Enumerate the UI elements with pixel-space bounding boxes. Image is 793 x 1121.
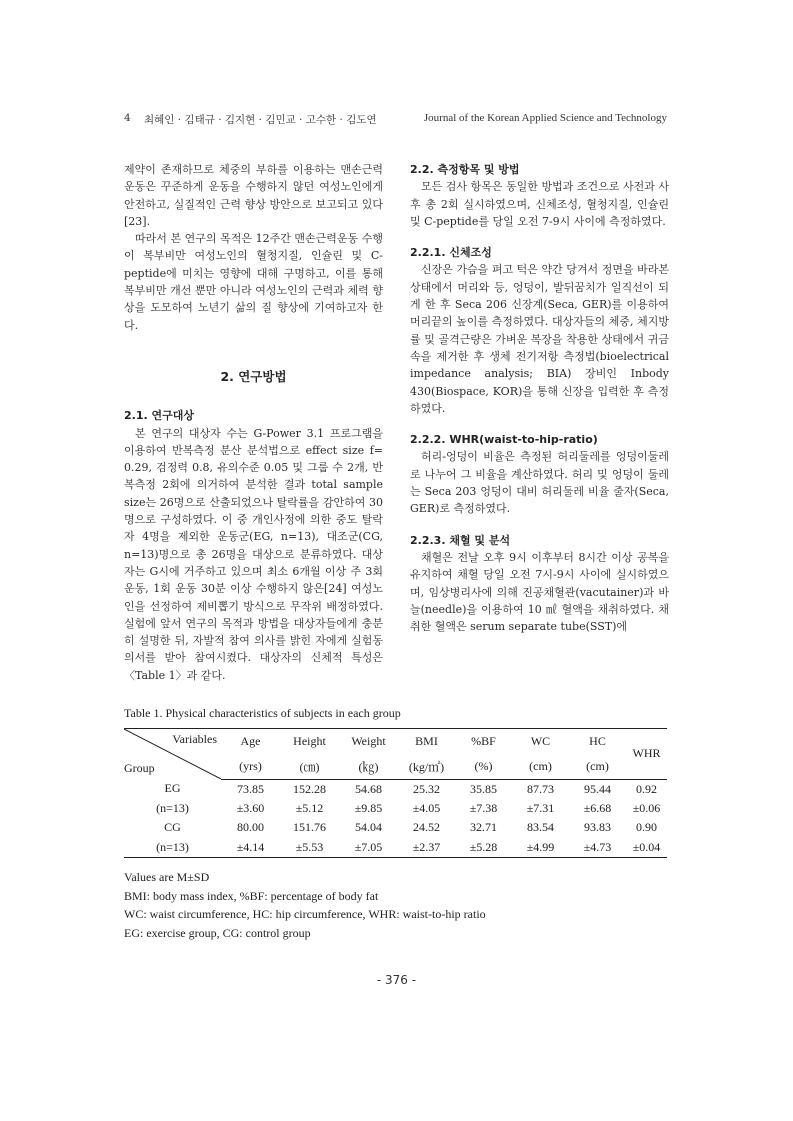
subsection-title-whr: 2.2.2. WHR(waist-to-hip-ratio) <box>410 433 598 447</box>
value-cell: ±4.14 <box>221 838 280 858</box>
col-header-whr: WHR <box>626 729 667 780</box>
subsection-title-body-composition: 2.2.1. 신체조성 <box>410 246 492 260</box>
body-composition-paragraph: 신장은 가슴을 펴고 턱은 약간 당겨서 정면을 바라본 상태에서 머리와 등, 엉덩이, 발뒤꿈치가 일직선이 되게 한 후 Seca 206 신장계(Seca, GER)를 이용하여 머리끝의 높이를 측정하였다. 대상자들의 체중, 체지방률 및 골격근량은 가벼운 복장을 착용한 상태에서 귀금속을 제거한 후 생체 전기저항 측정법(bioelectrical impedance analysis; BIA) 장비인 Inbody 430(Biospace, KOR)을 통해 신장을 입력한 후 측정하였다. <box>410 263 669 415</box>
table-caption: Table 1. Physical characteristics of subjects in each group <box>124 706 401 720</box>
value-cell: 54.68 <box>355 781 382 796</box>
journal-name: Journal of the Korean Applied Science and Technology <box>423 112 667 124</box>
intro-paragraph-end: 제약이 존재하므로 체중의 부하를 이용하는 맨손근력운동은 꾸준하게 운동을 수행하지 않던 여성노인에게 안전하고, 실질적인 근력 향상 방안으로 보고되고 있다[23]. <box>124 163 383 228</box>
col-header-bmi: BMI <box>398 729 455 754</box>
blood-sampling-paragraph: 채혈은 전날 오후 9시 이후부터 8시간 이상 공복을 유지하여 채혈 당일 오전 7시-9시 사이에 실시하였으며, 임상병리사에 의해 진공채혈관(vacutainer)과 바늘(needle)을 이용하여 10 ㎖ 혈액을 채취하였다. 채취한 혈액은 serum separate tube(SST)에 <box>410 550 669 634</box>
col-header-height: Height <box>280 729 339 754</box>
col-header-wc: WC <box>512 729 569 754</box>
value-cell: ±0.04 <box>626 838 667 858</box>
group-cell: (n=13) <box>156 800 189 815</box>
col-unit-weight: (㎏) <box>339 754 398 779</box>
col-unit-bf: (%) <box>455 754 512 779</box>
value-cell: 35.85 <box>470 781 497 796</box>
group-cell: CG <box>164 820 181 835</box>
col-header-weight: Weight <box>339 729 398 754</box>
note-line: BMI: body mass index, %BF: percentage of body fat <box>124 888 379 903</box>
value-cell: ±6.68 <box>583 800 612 815</box>
subsection-title-measurements: 2.2. 측정항목 및 방법 <box>410 163 520 176</box>
value-cell: 93.83 <box>584 820 611 835</box>
value-cell: ±5.28 <box>455 838 512 858</box>
physical-characteristics-table <box>124 728 667 858</box>
value-cell: ±9.85 <box>354 800 383 815</box>
section-title-methods: 2. 연구방법 <box>220 368 287 384</box>
value-cell: 83.54 <box>527 820 554 835</box>
measurements-paragraph: 모든 검사 항목은 동일한 방법과 조건으로 사전과 사후 총 2회 실시하였으며, 신체조성, 혈청지질, 인슐린 및 C-peptide를 당일 오전 7-9시 사이에 측정하였다. <box>410 180 669 228</box>
group-cell: EG <box>164 781 181 796</box>
value-cell: 87.73 <box>527 781 554 796</box>
col-unit-age: (yrs) <box>221 754 280 779</box>
value-cell: 54.04 <box>355 820 382 835</box>
col-unit-bmi: (kg/㎡) <box>398 754 455 779</box>
table-row <box>124 779 667 799</box>
value-cell: 151.76 <box>293 820 326 835</box>
col-unit-height: (㎝) <box>280 754 339 779</box>
value-cell: ±7.38 <box>469 800 498 815</box>
value-cell: 0.90 <box>636 820 657 835</box>
note-line: Values are M±SD <box>124 870 210 884</box>
subsection-title-blood-sampling: 2.2.3. 채혈 및 분석 <box>410 533 511 547</box>
table-row <box>124 799 667 819</box>
table-row <box>124 838 667 858</box>
value-cell: ±4.05 <box>412 800 441 815</box>
value-cell: ±4.73 <box>569 838 626 858</box>
corner-variables-label: Variables <box>172 732 217 746</box>
page-footer-number: - 376 - <box>376 973 417 987</box>
value-cell: ±5.12 <box>295 800 324 815</box>
value-cell: 95.44 <box>584 781 611 796</box>
col-unit-hc: (cm) <box>569 754 626 779</box>
value-cell: 24.52 <box>413 820 440 835</box>
col-header-bf: %BF <box>455 729 512 754</box>
value-cell: ±0.06 <box>632 800 661 815</box>
table-notes <box>124 868 486 942</box>
subsection-title-subjects: 2.1. 연구대상 <box>124 409 194 423</box>
study-purpose-paragraph: 따라서 본 연구의 목적은 12주간 맨손근력운동 수행이 복부비만 여성노인의 혈청지질, 인슐린 및 C-peptide에 미치는 영향에 대해 구명하고, 이를 통해 복부비만 개선 뿐만 아니라 여성노인의 근력과 체력 향상을 도모하여 노년기 삶의 질 향상에 기여하고자 한다. <box>124 232 383 332</box>
value-cell: 80.00 <box>237 820 264 835</box>
group-cell: (n=13) <box>124 838 221 858</box>
page-number: 4 <box>124 112 131 124</box>
corner-group-label: Group <box>124 761 155 775</box>
author-list: 최혜인 · 김태규 · 김지현 · 김민교 · 고수한 · 김도연 <box>144 114 377 126</box>
value-cell: ±3.60 <box>236 800 265 815</box>
col-header-hc: HC <box>569 729 626 754</box>
value-cell: 32.71 <box>470 820 497 835</box>
table-row <box>124 818 667 838</box>
col-header-age: Age <box>221 729 280 754</box>
running-header <box>124 112 667 126</box>
value-cell: 0.92 <box>636 781 657 796</box>
value-cell: 25.32 <box>413 781 440 796</box>
value-cell: ±5.53 <box>280 838 339 858</box>
value-cell: ±2.37 <box>398 838 455 858</box>
value-cell: ±4.99 <box>512 838 569 858</box>
right-column <box>410 161 669 635</box>
subjects-paragraph: 본 연구의 대상자 수는 G-Power 3.1 프로그램을 이용하여 반복측정 분산 분석법으로 effect size f= 0.29, 검정력 0.8, 유의수준 0.05 및 그룹 수 2개, 반복측정 2회에 의거하여 분석한 결과 total sample size는 26명으로 산출되었으나 탈락률을 감안하여 30명으로 구성하였다. 이 중 개인사정에 의한 중도 탈락자 4명을 제외한 운동군(EG, n=13), 대조군(CG, n=13)명으로 총 26명을 대상으로 분류하였다. 대상자는 G시에 거주하고 있으며 최소 6개월 이상 주 3회 운동, 1회 운동 30분 이상 수행하지 않은[24] 여성노인을 선정하여 제비뽑기 방식으로 무작위 배정하였다. 실험에 앞서 연구의 목적과 방법을 대상자들에게 충분히 설명한 뒤, 자발적 참여 의사를 밝힌 자에게 실험동의서를 받아 참여시켰다. 대상자의 신체적 특성은 〈Table 1〉과 같다. <box>124 426 383 682</box>
value-cell: ±7.05 <box>339 838 398 858</box>
note-line: EG: exercise group, CG: control group <box>124 925 311 940</box>
value-cell: ±7.31 <box>526 800 555 815</box>
value-cell: 73.85 <box>237 781 264 796</box>
whr-paragraph: 허리-엉덩이 비율은 측정된 허리둘레를 엉덩이둘레로 나누어 그 비율을 계산하였다. 허리 및 엉덩이 둘레는 Seca 203 엉덩이 대비 허리둘레 비율 줄자(Seca, GER)로 측정하였다. <box>410 450 669 516</box>
col-unit-wc: (cm) <box>512 754 569 779</box>
value-cell: 152.28 <box>293 781 326 796</box>
table-corner-cell <box>124 729 221 780</box>
note-line: WC: waist circumference, HC: hip circumference, WHR: waist-to-hip ratio <box>124 907 486 921</box>
left-column <box>124 161 383 684</box>
